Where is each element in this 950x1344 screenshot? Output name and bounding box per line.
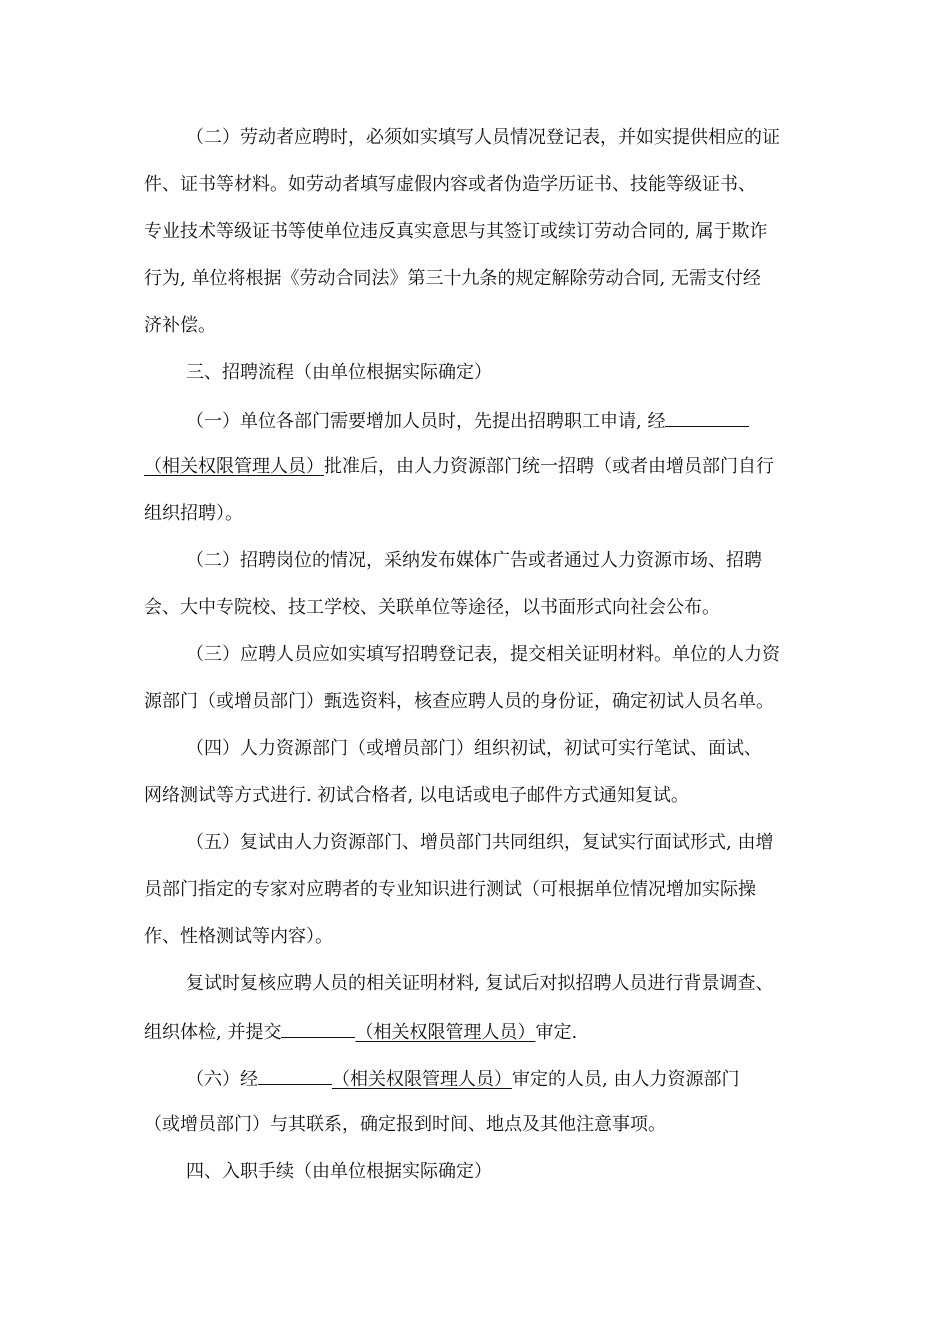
paragraph-line: （二）招聘岗位的情况，采纳发布媒体广告或者通过人力资源市场、招聘 bbox=[186, 550, 762, 571]
paragraph-line: （三）应聘人员应如实填写招聘登记表，提交相关证明材料。单位的人力资 bbox=[186, 644, 780, 665]
paragraph-line: 网络测试等方式进行. 初试合格者, 以电话或电子邮件方式通知复试。 bbox=[144, 785, 689, 806]
paragraph-line: 会、大中专院校、技工学校、关联单位等途径，以书面形式向社会公布。 bbox=[144, 597, 720, 618]
paragraph-line: 行为, 单位将根据《劳动合同法》第三十九条的规定解除劳动合同, 无需支付经 bbox=[144, 268, 761, 289]
authority-placeholder: （相关权限管理人员） bbox=[332, 1069, 512, 1090]
fill-in-blank bbox=[258, 1066, 332, 1085]
fill-in-blank bbox=[281, 1019, 355, 1038]
paragraph-line: （二）劳动者应聘时，必须如实填写人员情况登记表，并如实提供相应的证 bbox=[186, 127, 780, 148]
paragraph-line: 源部门（或增员部门）甄选资料，核查应聘人员的身份证，确定初试人员名单。 bbox=[144, 691, 774, 712]
section-heading: 三、招聘流程（由单位根据实际确定） bbox=[186, 362, 492, 383]
section-heading: 四、入职手续（由单位根据实际确定） bbox=[186, 1161, 492, 1182]
paragraph-line: （或增员部门）与其联系，确定报到时间、地点及其他注意事项。 bbox=[144, 1114, 666, 1135]
paragraph-line: 复试时复核应聘人员的相关证明材料, 复试后对拟招聘人员进行背景调查、 bbox=[186, 973, 774, 994]
paragraph-line bbox=[186, 1066, 739, 1092]
paragraph-text: （一）单位各部门需要增加人员时，先提出招聘职工申请, 经 bbox=[186, 411, 666, 432]
fill-in-blank bbox=[665, 408, 749, 427]
paragraph-line: 组织招聘）。 bbox=[144, 503, 243, 524]
paragraph-text: （六）经 bbox=[186, 1069, 258, 1090]
paragraph-line: 专业技术等级证书等使单位违反真实意思与其签订或续订劳动合同的, 属于欺诈 bbox=[144, 221, 768, 242]
paragraph-line: 员部门指定的专家对应聘者的专业知识进行测试（可根据单位情况增加实际操 bbox=[144, 879, 756, 900]
paragraph-text: 组织体检, 并提交 bbox=[144, 1022, 282, 1043]
paragraph-text: 审定. bbox=[535, 1022, 578, 1043]
paragraph-line: 济补偿。 bbox=[144, 315, 216, 336]
paragraph-line bbox=[186, 408, 749, 434]
paragraph-line: 作、性格测试等内容）。 bbox=[144, 926, 333, 947]
paragraph-line: （四）人力资源部门（或增员部门）组织初试，初试可实行笔试、面试、 bbox=[186, 738, 762, 759]
authority-placeholder: （相关权限管理人员） bbox=[144, 456, 324, 477]
paragraph-line bbox=[144, 455, 774, 479]
authority-placeholder: （相关权限管理人员） bbox=[355, 1022, 536, 1043]
paragraph-line bbox=[144, 1019, 577, 1045]
paragraph-text: 批准后， bbox=[324, 456, 396, 477]
paragraph-text: 由人力资源部门统一招聘（或者由增员部门自行 bbox=[396, 456, 774, 477]
paragraph-text: 审定的人员, 由人力资源部门 bbox=[512, 1069, 740, 1090]
paragraph-line: 件、证书等材料。如劳动者填写虚假内容或者伪造学历证书、技能等级证书、 bbox=[144, 174, 756, 195]
paragraph-line: （五）复试由人力资源部门、增员部门共同组织，复试实行面试形式, 由增 bbox=[186, 832, 774, 853]
